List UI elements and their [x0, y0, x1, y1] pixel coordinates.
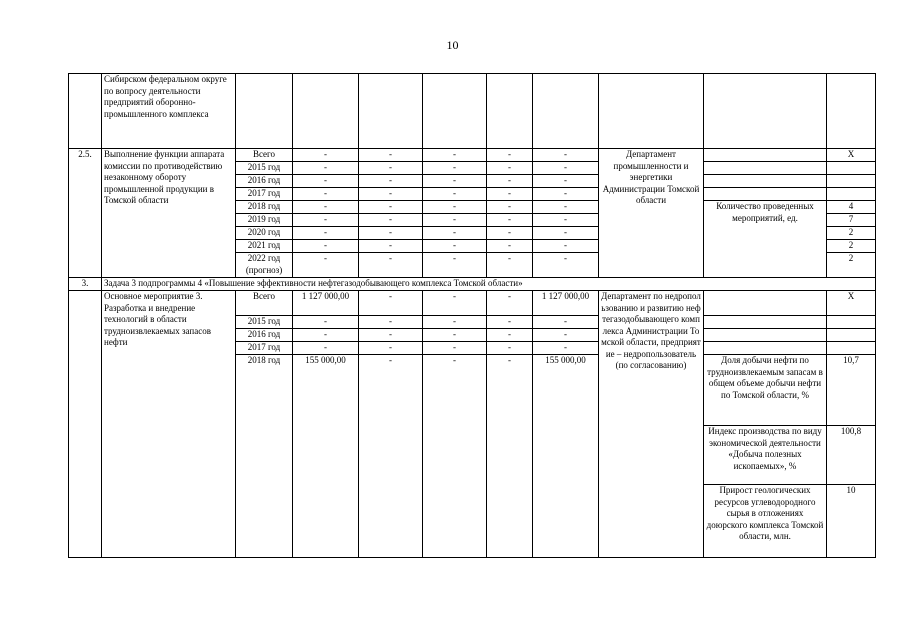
table-row: 2016 год - - - - - [69, 329, 876, 342]
row-executor: Департамент по недропользованию и развитию нефтегазодобывающего комплекса Администрации Томской области, предприятие – недропользователь (по согласованию) [599, 291, 704, 558]
program-table [68, 73, 876, 558]
task-number: 3. [69, 278, 102, 291]
table-row: 2017 год - - - - - [69, 188, 876, 201]
continuation-row [69, 74, 876, 149]
row-executor: Департамент промышленности и энергетики Администрации Томской области [599, 149, 704, 278]
table-row: 2015 год - - - - - [69, 162, 876, 175]
table-row: Основное мероприятие 3. Разработка и внедрение технологий в области трудноизвлекаемых запасов нефти Всего 1 127 000,00 - - - 1 127 000,00 Департамент по недропользованию и развитию нефтегазодобывающего комплекса Администрации Томской области, предприятие – недропользователь (по согласованию) Х [69, 291, 876, 316]
page-number: 10 [446, 38, 459, 52]
table-row: 2015 год - - - - - [69, 316, 876, 329]
indicator-value: 10,7 [827, 355, 876, 426]
table-row: 2019 год - - - - - 7 [69, 214, 876, 227]
table-row: 2022 год (прогноз) - - - - - 2 [69, 253, 876, 278]
table-row: 2.5. Выполнение функции аппарата комиссии по противодействию незаконному обороту промышленной продукции в Томской области Всего - - - - - Департамент промышленности и энергетики Администрации Томской области Х [69, 149, 876, 162]
row-indicator: Количество проведенных мероприятий, ед. [704, 201, 827, 278]
indicator-value: 10 [827, 485, 876, 558]
row-description: Основное мероприятие 3. Разработка и внедрение технологий в области трудноизвлекаемых запасов нефти [102, 291, 236, 558]
indicator-name: Прирост геологических ресурсов углеводородного сырья в отложениях доюрского комплекса Томской области, млн. [704, 485, 827, 558]
indicator-name: Доля добычи нефти по трудноизвлекаемым запасам в общем объеме добычи нефти по Томской области, % [704, 355, 827, 426]
row-number: 2.5. [69, 149, 102, 278]
indicator-value: 100,8 [827, 426, 876, 485]
continuation-description: Сибирском федеральном округе по вопросу деятельности предприятий оборонно-промышленного комплекса [102, 74, 236, 149]
table-row: 2018 год 155 000,00 - - - 155 000,00 Доля добычи нефти по трудноизвлекаемым запасам в общем объеме добычи нефти по Томской области, % 10,7 [69, 355, 876, 426]
table-row: 2021 год - - - - - 2 [69, 240, 876, 253]
row-description: Выполнение функции аппарата комиссии по противодействию незаконному обороту промышленной продукции в Томской области [102, 149, 236, 278]
table-row: 2017 год - - - - - [69, 342, 876, 355]
indicator-name: Индекс производства по виду экономической деятельности «Добыча полезных ископаемых», % [704, 426, 827, 485]
table-row: 2020 год - - - - - 2 [69, 227, 876, 240]
task-row [69, 278, 876, 291]
table-row: 2016 год - - - - - [69, 175, 876, 188]
task-title: Задача 3 подпрограммы 4 «Повышение эффективности нефтегазодобывающего комплекса Томской области» [102, 278, 876, 291]
table-row: 2018 год - - - - - Количество проведенных мероприятий, ед. 4 [69, 201, 876, 214]
